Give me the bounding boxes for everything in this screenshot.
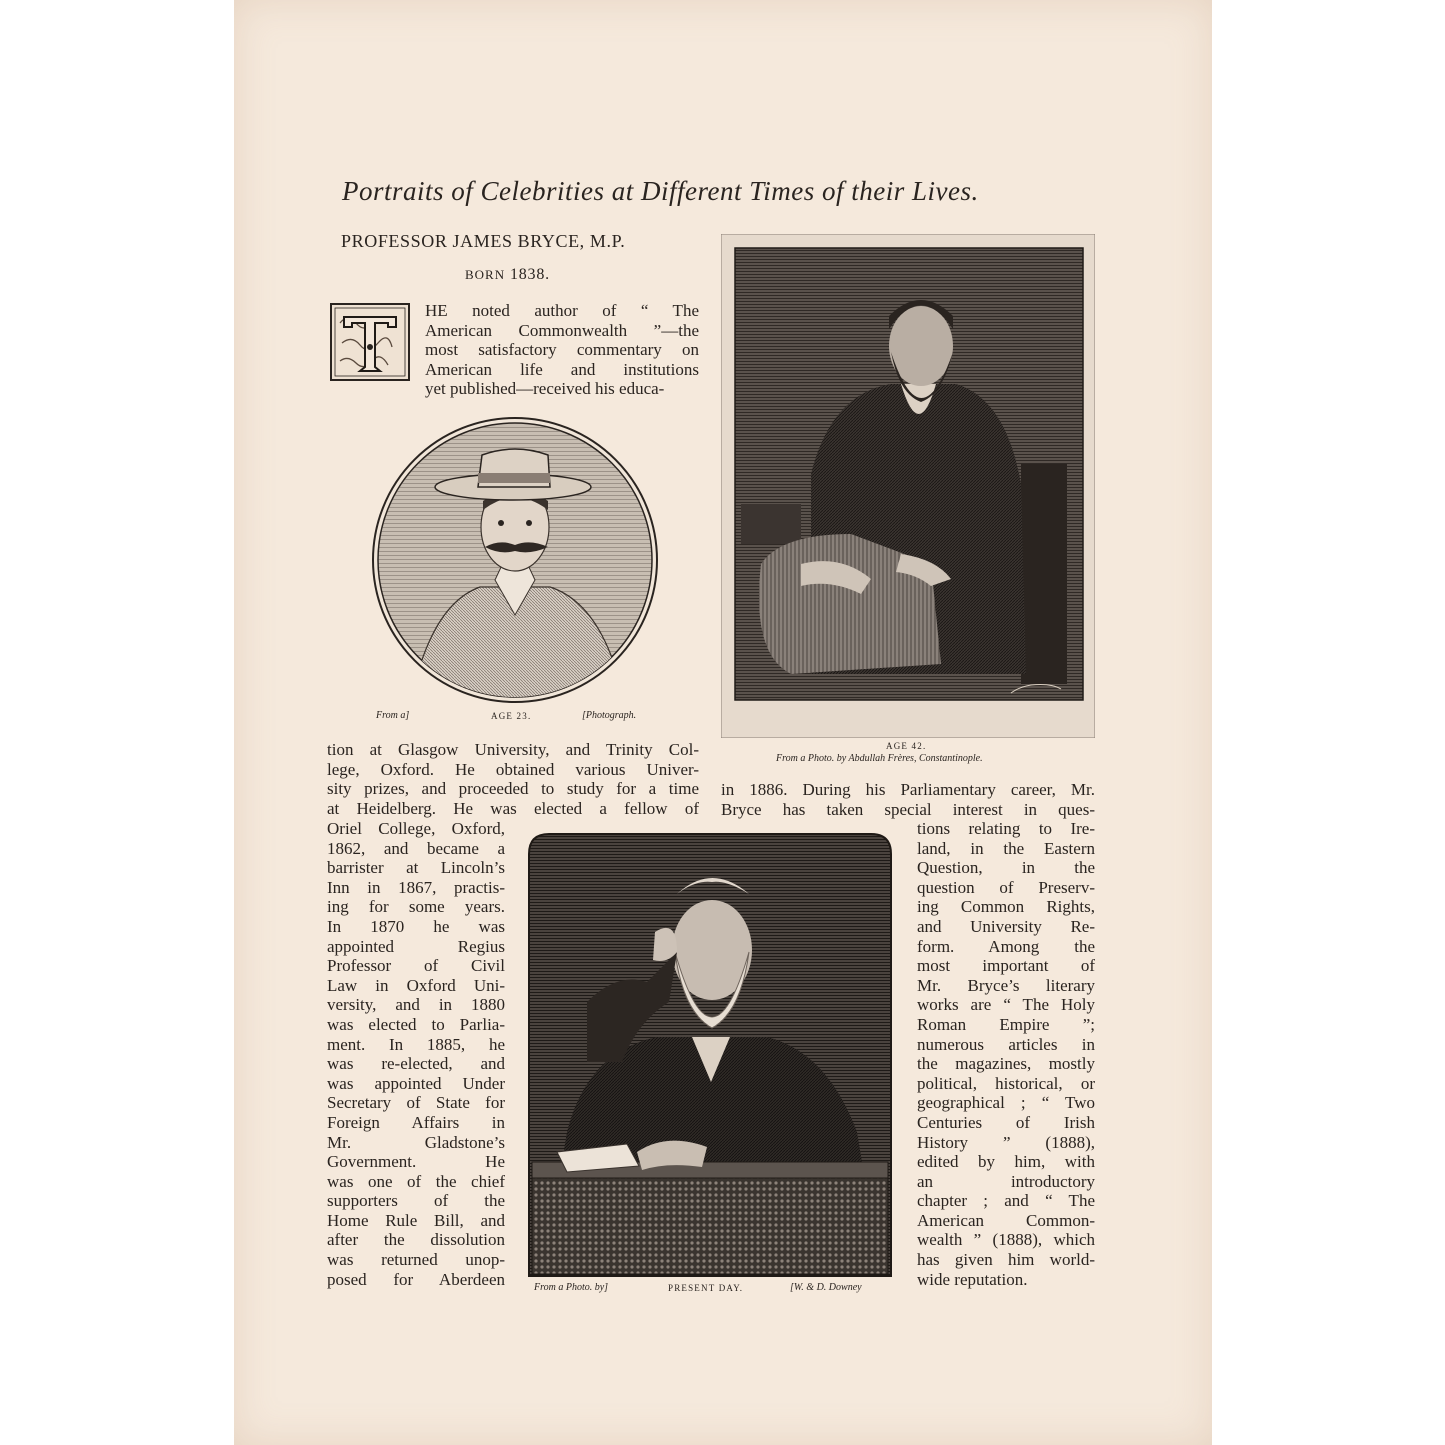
text-line: was re-elected, and: [327, 1054, 505, 1074]
text-line: after the dissolution: [327, 1230, 505, 1250]
portrait-age-23: [370, 415, 660, 705]
text-line: appointed Regius: [327, 936, 505, 956]
text-line: lege, Oxford. He obtained various Univer-: [327, 759, 699, 779]
text-line: in 1886. During his Parliamentary career, Mr.: [721, 780, 1095, 799]
portrait-3-caption-age: PRESENT DAY.: [668, 1283, 744, 1293]
text-line: tions relating to Ire-: [917, 819, 1095, 838]
text-line: tion at Glasgow University, and Trinity Col-: [327, 740, 699, 759]
text-line: 1862, and became a: [327, 838, 505, 858]
text-line: Foreign Affairs in: [327, 1112, 505, 1132]
text-line: Mr. Gladstone’s: [327, 1132, 505, 1152]
text-line: wealth ” (1888), which: [917, 1230, 1095, 1250]
text-line: Government. He: [327, 1152, 505, 1172]
text-line: barrister at Lincoln’s: [327, 858, 505, 878]
text-line: has given him world-: [917, 1250, 1095, 1270]
text-line: the magazines, mostly: [917, 1054, 1095, 1074]
text-line: Centuries of Irish: [917, 1112, 1095, 1132]
text-line: posed for Aberdeen: [327, 1269, 505, 1289]
text-line: wide reputation.: [917, 1269, 1028, 1289]
text-line: most satisfactory commentary on: [425, 340, 699, 360]
text-line: at Heidelberg. He was elected a fellow of: [327, 798, 699, 818]
text-line: Law in Oxford Uni-: [327, 975, 505, 995]
text-line: Inn in 1867, practis-: [327, 877, 505, 897]
text-line: works are “ The Holy: [917, 995, 1095, 1015]
text-line: American life and institutions: [425, 359, 699, 379]
text-line: was one of the chief: [327, 1171, 505, 1191]
text-line: chapter ; and “ The: [917, 1191, 1095, 1211]
body-right-full: [721, 780, 1095, 819]
portrait-2-caption-source: From a Photo. by Abdullah Frères, Constantinople.: [776, 753, 983, 764]
body-left-full: [327, 740, 699, 818]
born-year: 1838.: [509, 266, 550, 283]
text-line: supporters of the: [327, 1191, 505, 1211]
portrait-present-day: [527, 832, 893, 1278]
text-line: Oriel College, Oxford,: [327, 819, 505, 838]
portrait-1-caption-type: [Photograph.: [582, 710, 637, 721]
text-line: History ” (1888),: [917, 1132, 1095, 1152]
text-line: Professor of Civil: [327, 956, 505, 976]
article-heading: PROFESSOR JAMES BRYCE, M.P.: [341, 231, 626, 251]
text-line: Mr. Bryce’s literary: [917, 975, 1095, 995]
text-line: Question, in the: [917, 858, 1095, 878]
text-line: edited by him, with: [917, 1152, 1095, 1172]
intro-paragraph: [425, 301, 699, 399]
text-line: ing Common Rights,: [917, 897, 1095, 917]
portrait-3-caption-photographer: [W. & D. Downey: [790, 1282, 862, 1293]
portrait-2-caption-age: AGE 42.: [886, 741, 927, 751]
portrait-1-caption-source: From a]: [376, 710, 410, 721]
text-line: American Common-: [917, 1210, 1095, 1230]
text-line: was appointed Under: [327, 1073, 505, 1093]
text-line: geographical ; “ Two: [917, 1093, 1095, 1113]
text-line: versity, and in 1880: [327, 995, 505, 1015]
text-line: HE noted author of “ The: [425, 301, 699, 320]
text-line: American Commonwealth ”—the: [425, 320, 699, 340]
page-title: Portraits of Celebrities at Different Times of their Lives.: [342, 176, 979, 206]
portrait-age-42: [721, 234, 1095, 738]
text-line: and University Re-: [917, 916, 1095, 936]
text-line: Bryce has taken special interest in ques-: [721, 799, 1095, 819]
body-right-narrow: [917, 819, 1095, 1289]
text-line: an introductory: [917, 1171, 1095, 1191]
portrait-3-caption-source: From a Photo. by]: [534, 1282, 609, 1293]
drop-cap-t: [330, 303, 410, 381]
body-left-narrow: [327, 819, 505, 1289]
text-line: Secretary of State for: [327, 1093, 505, 1113]
text-line: Home Rule Bill, and: [327, 1210, 505, 1230]
text-line: ing for some years.: [327, 897, 505, 917]
text-line: yet published—received his educa-: [425, 379, 665, 399]
text-line: numerous articles in: [917, 1034, 1095, 1054]
birth-line: [465, 266, 550, 284]
text-line: political, historical, or: [917, 1073, 1095, 1093]
text-line: most important of: [917, 956, 1095, 976]
text-line: Roman Empire ”;: [917, 1014, 1095, 1034]
portrait-1-caption-age: AGE 23.: [491, 711, 532, 721]
text-line: sity prizes, and proceeded to study for a time: [327, 779, 699, 799]
text-line: question of Preserv-: [917, 877, 1095, 897]
text-line: land, in the Eastern: [917, 838, 1095, 858]
text-line: was returned unop-: [327, 1250, 505, 1270]
text-line: ment. In 1885, he: [327, 1034, 505, 1054]
text-line: was elected to Parlia-: [327, 1014, 505, 1034]
text-line: In 1870 he was: [327, 916, 505, 936]
text-line: form. Among the: [917, 936, 1095, 956]
born-label: BORN: [465, 267, 506, 282]
